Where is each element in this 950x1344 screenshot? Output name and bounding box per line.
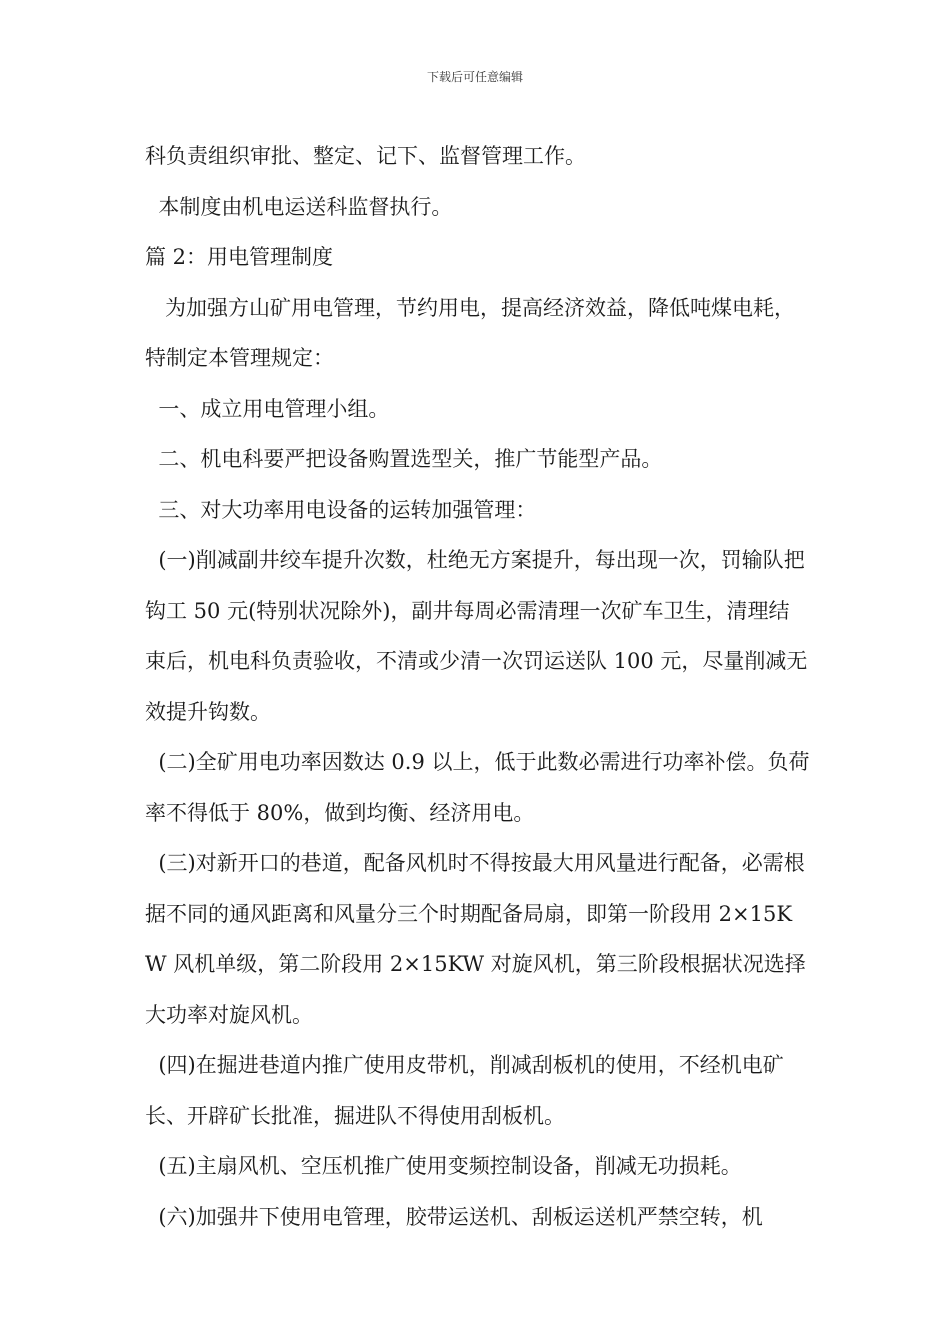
sub-item-2: (二)全矿用电功率因数达 0.9 以上，低于此数必需进行功率补偿。负荷率不得低于 80%，做到均衡、经济用电。 [145,750,810,825]
sub-item-5: (五)主扇风机、空压机推广使用变频控制设备，削减无功损耗。 [145,1154,742,1178]
section-heading: 篇 2：用电管理制度 [145,245,334,269]
list-item-3: 三、对大功率用电设备的运转加强管理： [145,497,537,522]
paragraph-intro: 为加强方山矿用电管理，节约用电，提高经济效益，降低吨煤电耗，特制定本管理规定： [145,295,796,370]
sub-item-6: (六)加强井下使用电管理，胶带运送机、刮板运送机严禁空转，机 [145,1204,763,1229]
sub-item-3: (三)对新开口的巷道，配备风机时不得按最大用风量进行配备，必需根据不同的通风距离和风量分三个时期配备局扇，即第一阶段用 2×15KW 风机单级，第二阶段用 2×15KW 对旋风机，第三阶段根据状况选择大功率对旋风机。 [145,851,806,1027]
page-header: 下载后可任意编辑 [426,70,523,84]
list-item-1: 一、成立用电管理小组。 [145,396,390,421]
paragraph-continuation: 科负责组织审批、整定、记下、监督管理工作。 [145,144,586,168]
paragraph-supervision: 本制度由机电运送科监督执行。 [145,194,453,219]
list-item-2: 二、机电科要严把设备购置选型关，推广节能型产品。 [145,447,663,471]
sub-item-1: (一)削减副井绞车提升次数，杜绝无方案提升，每出现一次，罚输队把钩工 50 元(特别状况除外)，副井每周必需清理一次矿车卫生，清理结束后，机电科负责验收，不清或少清一次罚运送队 100 元，尽量削减无效提升钩数。 [145,548,808,724]
sub-item-4: (四)在掘进巷道内推广使用皮带机，削减刮板机的使用，不经机电矿长、开辟矿长批准，掘进队不得使用刮板机。 [145,1053,784,1128]
document-body [145,131,810,1242]
